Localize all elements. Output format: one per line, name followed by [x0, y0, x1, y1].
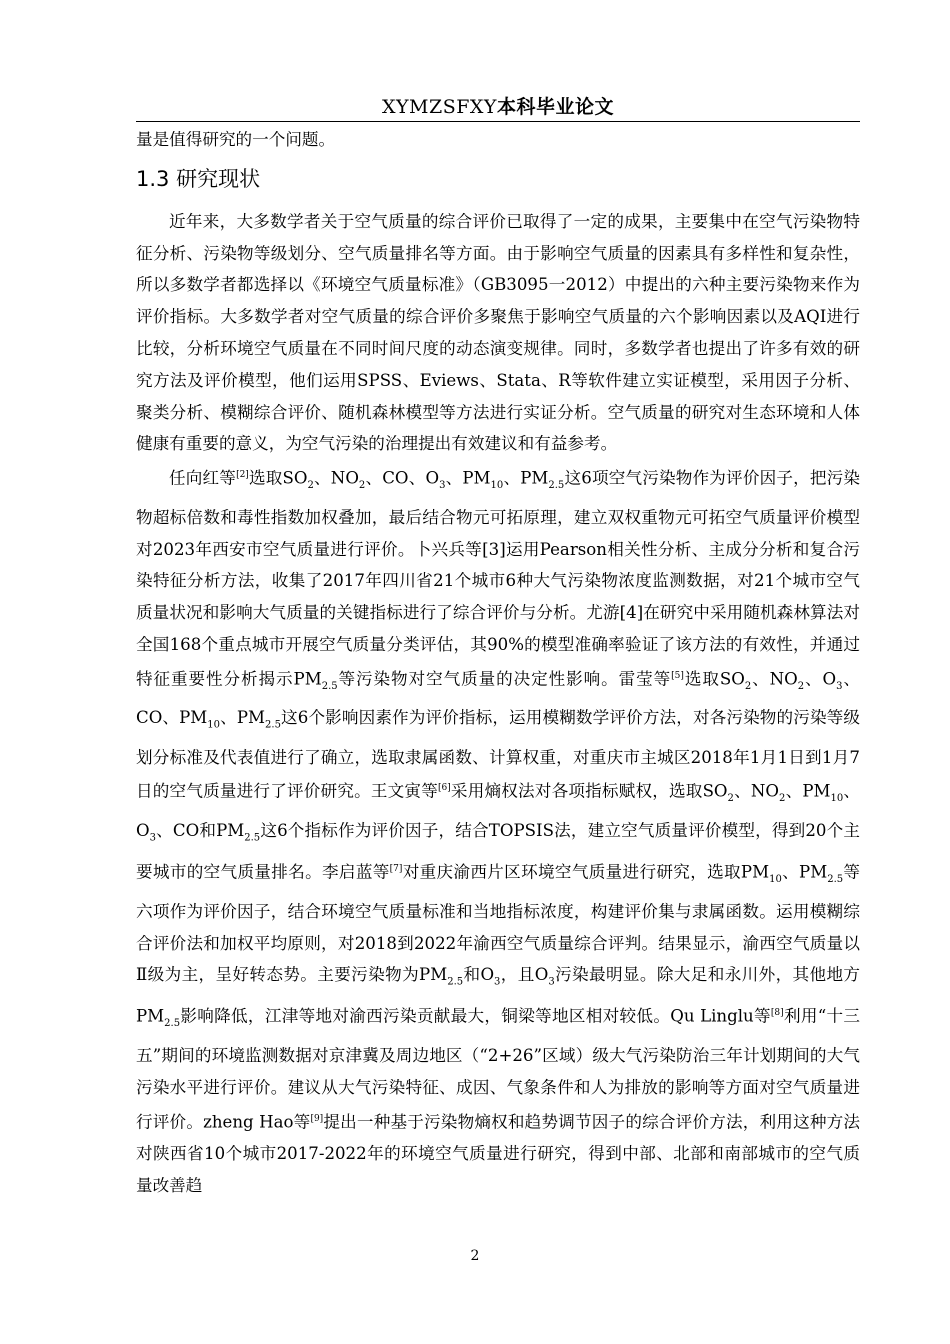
text-run: 、O	[804, 669, 837, 689]
section-title: 1.3 研究现状	[136, 166, 261, 191]
text-run: 对重庆渝西片区环境空气质量进行研究，选取PM	[402, 862, 770, 882]
running-header	[136, 94, 860, 120]
subscript: 2.5	[244, 832, 261, 844]
text-run: 提出一种基于污染物熵权和趋势调节因子的综合评价方法，利用这种方法对陕西省10个城市2017-2022年的环境空气质量进行研究，得到中部、北部和南部城市的空气质量改善趋	[136, 1112, 860, 1195]
subscript: 3	[548, 976, 555, 988]
text-run: 、NO	[733, 781, 780, 801]
subscript: 2.5	[164, 1018, 181, 1030]
subscript: 10	[769, 873, 782, 885]
subscript: 2.5	[447, 976, 464, 988]
subscript: 10	[490, 480, 504, 492]
text-run: 采用熵权法对各项指标赋权，选取SO	[450, 781, 728, 801]
text-run: 任向红等	[169, 468, 237, 488]
page-number: 2	[470, 1248, 480, 1264]
text-run: 等污染物对空气质量的决定性影响。雷莹等	[337, 669, 672, 689]
subscript: 2.5	[548, 480, 565, 492]
text-run: 、CO、O	[365, 468, 440, 488]
text-run: 影响降低，江津等地对渝西污染贡献最大，铜梁等地区相对较低。Qu Linglu等	[180, 1006, 771, 1026]
body-text	[136, 124, 860, 1202]
text-run: 、PM	[220, 708, 266, 728]
subscript: 10	[207, 719, 221, 731]
citation-7: [7]	[389, 864, 403, 875]
subscript: 2	[727, 793, 734, 805]
text-run: ，且O	[500, 965, 549, 985]
header-rule	[136, 121, 860, 122]
subscript: 2	[358, 480, 366, 492]
subscript: 2.5	[265, 719, 281, 731]
subscript: 2.5	[321, 680, 338, 692]
text-run: 污染最明显。除大足和永川外，其他地方PM	[136, 965, 861, 1026]
text-run: 、NO	[751, 669, 798, 689]
citation-9: [9]	[310, 1113, 324, 1124]
text-run: 、PM	[781, 862, 828, 882]
text-run: 这6项空气污染物作为评价因子，把污染物超标倍数和毒性指数加权叠加，最后结合物元可拓原理，建立双权重物元可拓空气质量评价模型对2023年西安市空气质量进行评价。卜兴兵等[3]运用Pearson相关性分析、主成分分析和复合污染特征分析方法，收集了2017年四川省21个城市6种大气污染物浓度监测数据，对21个城市空气质量状况和影响大气质量的关键指标进行了综合评价与分析。尤游[4]在研究中采用随机森林算法对全国168个重点城市开展空气质量分类评估，其90%的模型准确率验证了该方法的有效性，并通过特征重要性分析揭示PM	[136, 468, 861, 689]
subscript: 2	[744, 680, 752, 692]
text-run: 利用“十三五”期间的环境监测数据对京津冀及周边地区（“2+26”区域）级大气污染防治三年计划期间的大气污染水平进行评价。建议从大气污染特征、成因、气象条件和人为排放的影响等方面对空气质量进行评价。zheng Hao等	[136, 1006, 861, 1132]
text-run: 、PM	[785, 781, 831, 801]
subscript: 3	[836, 680, 843, 692]
text-run: 、PM	[503, 468, 549, 488]
subscript: 2	[779, 793, 786, 805]
subscript: 2.5	[827, 873, 844, 885]
subscript: 3	[439, 480, 446, 492]
text-run: 、NO	[313, 468, 359, 488]
subscript: 2	[797, 680, 805, 692]
subscript: 3	[149, 832, 156, 844]
continuation-text: 量是值得研究的一个问题。	[136, 130, 336, 149]
text-run: 这6个指标作为评价因子，结合TOPSIS法，建立空气质量评价模型，得到20个主要城市的空气质量排名。李启蓝等	[136, 820, 860, 882]
text-run: 选取SO	[248, 468, 308, 488]
text-run: 这6个影响因素作为评价指标，运用模糊数学评价方法，对各污染物的污染等级划分标准及代表值进行了确立，选取隶属函数、计算权重，对重庆市主城区2018年1月1日到1月7日的空气质量进行了评价研究。王文寅等	[136, 708, 860, 801]
header-chinese: 本科毕业论文	[496, 96, 614, 118]
subscript: 10	[830, 793, 844, 805]
header-latin: XYMZSFXY	[381, 96, 497, 118]
text-run: 、CO、PM	[136, 669, 861, 728]
text-run: 和O	[463, 965, 495, 985]
citation-5: [5]	[671, 670, 684, 681]
paragraph-1: 近年来，大多数学者关于空气质量的综合评价已取得了一定的成果，主要集中在空气污染物特征分析、污染物等级划分、空气质量排名等方面。由于影响空气质量的因素具有多样性和复杂性，所以多数学者都选择以《环境空气质量标准》（GB3095一2012）中提出的六种主要污染物来作为评价指标。大多数学者对空气质量的综合评价多聚焦于影响空气质量的六个影响因素以及AQI进行比较，分析环境空气质量在不同时间尺度的动态演变规律。同时，多数学者也提出了许多有效的研究方法及评价模型，他们运用SPSS、Eviews、Stata、R等软件建立实证模型，采用因子分析、聚类分析、模糊综合评价、随机森林模型等方法进行实证分析。空气质量的研究对生态环境和人体健康有重要的意义，为空气污染的治理提出有效建议和有益参考。	[136, 211, 860, 454]
text-run: 等六项作为评价因子，结合环境空气质量标准和当地指标浓度，构建评价集与隶属函数。运用模糊综合评价法和加权平均原则，对2018到2022年渝西空气质量综合评判。结果显示，渝西空气质量以Ⅱ级为主，呈好转态势。主要污染物为PM	[136, 862, 861, 985]
subscript: 2	[307, 480, 314, 492]
text-run: 、O	[136, 781, 861, 840]
text-run: 、PM	[445, 468, 491, 488]
citation-8: [8]	[770, 1008, 784, 1019]
paragraph-2	[136, 460, 860, 1201]
citation-2: [2]	[236, 470, 249, 481]
text-run: 、CO和PM	[155, 820, 245, 840]
text-run: 选取SO	[683, 669, 745, 689]
citation-6: [6]	[437, 783, 451, 794]
subscript: 3	[494, 976, 501, 988]
